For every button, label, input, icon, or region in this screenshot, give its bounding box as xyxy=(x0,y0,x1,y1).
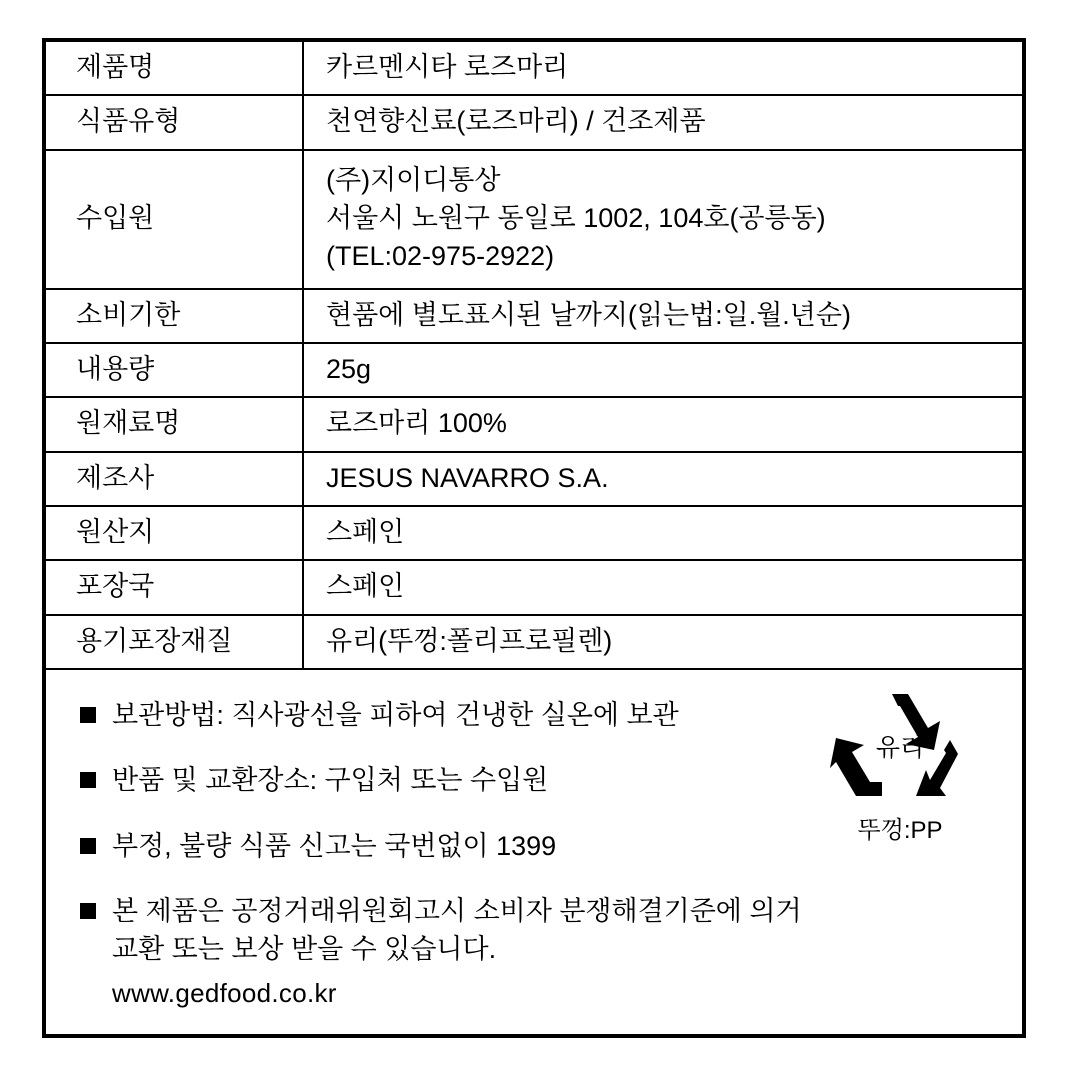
spec-value-line: 25g xyxy=(326,353,372,384)
note-line: 교환 또는 보상 받을 수 있습니다. xyxy=(112,934,497,965)
spec-value-line: (TEL:02-975-2922) xyxy=(326,241,555,272)
table-row xyxy=(46,615,1022,669)
spec-key: 원재료명 xyxy=(46,397,303,451)
table-row xyxy=(46,42,1022,95)
spec-key: 용기포장재질 xyxy=(46,615,303,669)
spec-value xyxy=(303,506,1022,560)
spec-value-line: 스페인 xyxy=(326,571,405,602)
note-text xyxy=(112,892,992,1012)
list-item xyxy=(46,892,1022,1012)
table-row xyxy=(46,150,1022,289)
table-row xyxy=(46,452,1022,506)
spec-key: 포장국 xyxy=(46,560,303,614)
spec-value-line: 스페인 xyxy=(326,516,405,547)
spec-value xyxy=(303,560,1022,614)
note-line: 반품 및 교환장소: 구입처 또는 수입원 xyxy=(112,765,549,796)
spec-value-line: 현품에 별도표시된 날까지(읽는법:일.월.년순) xyxy=(326,299,851,330)
product-spec-table xyxy=(46,42,1022,670)
spec-value-line: 유리(뚜껑:폴리프로필렌) xyxy=(326,625,613,656)
table-row xyxy=(46,560,1022,614)
square-bullet-icon xyxy=(80,707,96,723)
square-bullet-icon xyxy=(80,903,96,919)
spec-value-line: JESUS NAVARRO S.A. xyxy=(326,462,609,493)
spec-value xyxy=(303,452,1022,506)
spec-value xyxy=(303,42,1022,95)
spec-value xyxy=(303,397,1022,451)
spec-table-body xyxy=(46,42,1022,669)
note-line: 보관방법: 직사광선을 피하여 건냉한 실온에 보관 xyxy=(112,699,679,730)
spec-value-line: 카르멘시타 로즈마리 xyxy=(326,52,569,82)
spec-value-line: (주)지이디통상 xyxy=(326,164,501,195)
spec-value-line: 천연향신료(로즈마리) / 건조제품 xyxy=(326,106,706,137)
spec-key: 소비기한 xyxy=(46,289,303,343)
table-row xyxy=(46,289,1022,343)
recycle-arrows-icon xyxy=(830,688,970,804)
table-row xyxy=(46,506,1022,560)
spec-value xyxy=(303,95,1022,149)
spec-key: 제품명 xyxy=(46,42,303,95)
spec-key: 수입원 xyxy=(46,150,303,289)
spec-key: 제조사 xyxy=(46,452,303,506)
square-bullet-icon xyxy=(80,838,96,854)
note-line: 본 제품은 공정거래위원회고시 소비자 분쟁해결기준에 의거 xyxy=(112,895,802,926)
table-row xyxy=(46,343,1022,397)
spec-value xyxy=(303,615,1022,669)
spec-key: 식품유형 xyxy=(46,95,303,149)
spec-key: 원산지 xyxy=(46,506,303,560)
recycle-cap-label: 뚜껑:PP xyxy=(857,816,943,844)
website-url[interactable]: www.gedfood.co.kr xyxy=(112,977,337,1008)
recycling-mark xyxy=(830,688,970,845)
product-label-card xyxy=(42,38,1026,1038)
recycle-material-label: 유리 xyxy=(875,733,925,762)
spec-value xyxy=(303,150,1022,289)
note-line: 부정, 불량 식품 신고는 국번없이 1399 xyxy=(112,830,557,861)
notes-section xyxy=(46,670,1022,1066)
table-row xyxy=(46,397,1022,451)
spec-value xyxy=(303,343,1022,397)
spec-key: 내용량 xyxy=(46,343,303,397)
table-row xyxy=(46,95,1022,149)
square-bullet-icon xyxy=(80,772,96,788)
spec-value-line: 로즈마리 100% xyxy=(326,408,507,439)
recycle-symbol-wrap xyxy=(830,688,970,804)
spec-value xyxy=(303,289,1022,343)
spec-value-line: 서울시 노원구 동일로 1002, 104호(공릉동) xyxy=(326,202,826,233)
